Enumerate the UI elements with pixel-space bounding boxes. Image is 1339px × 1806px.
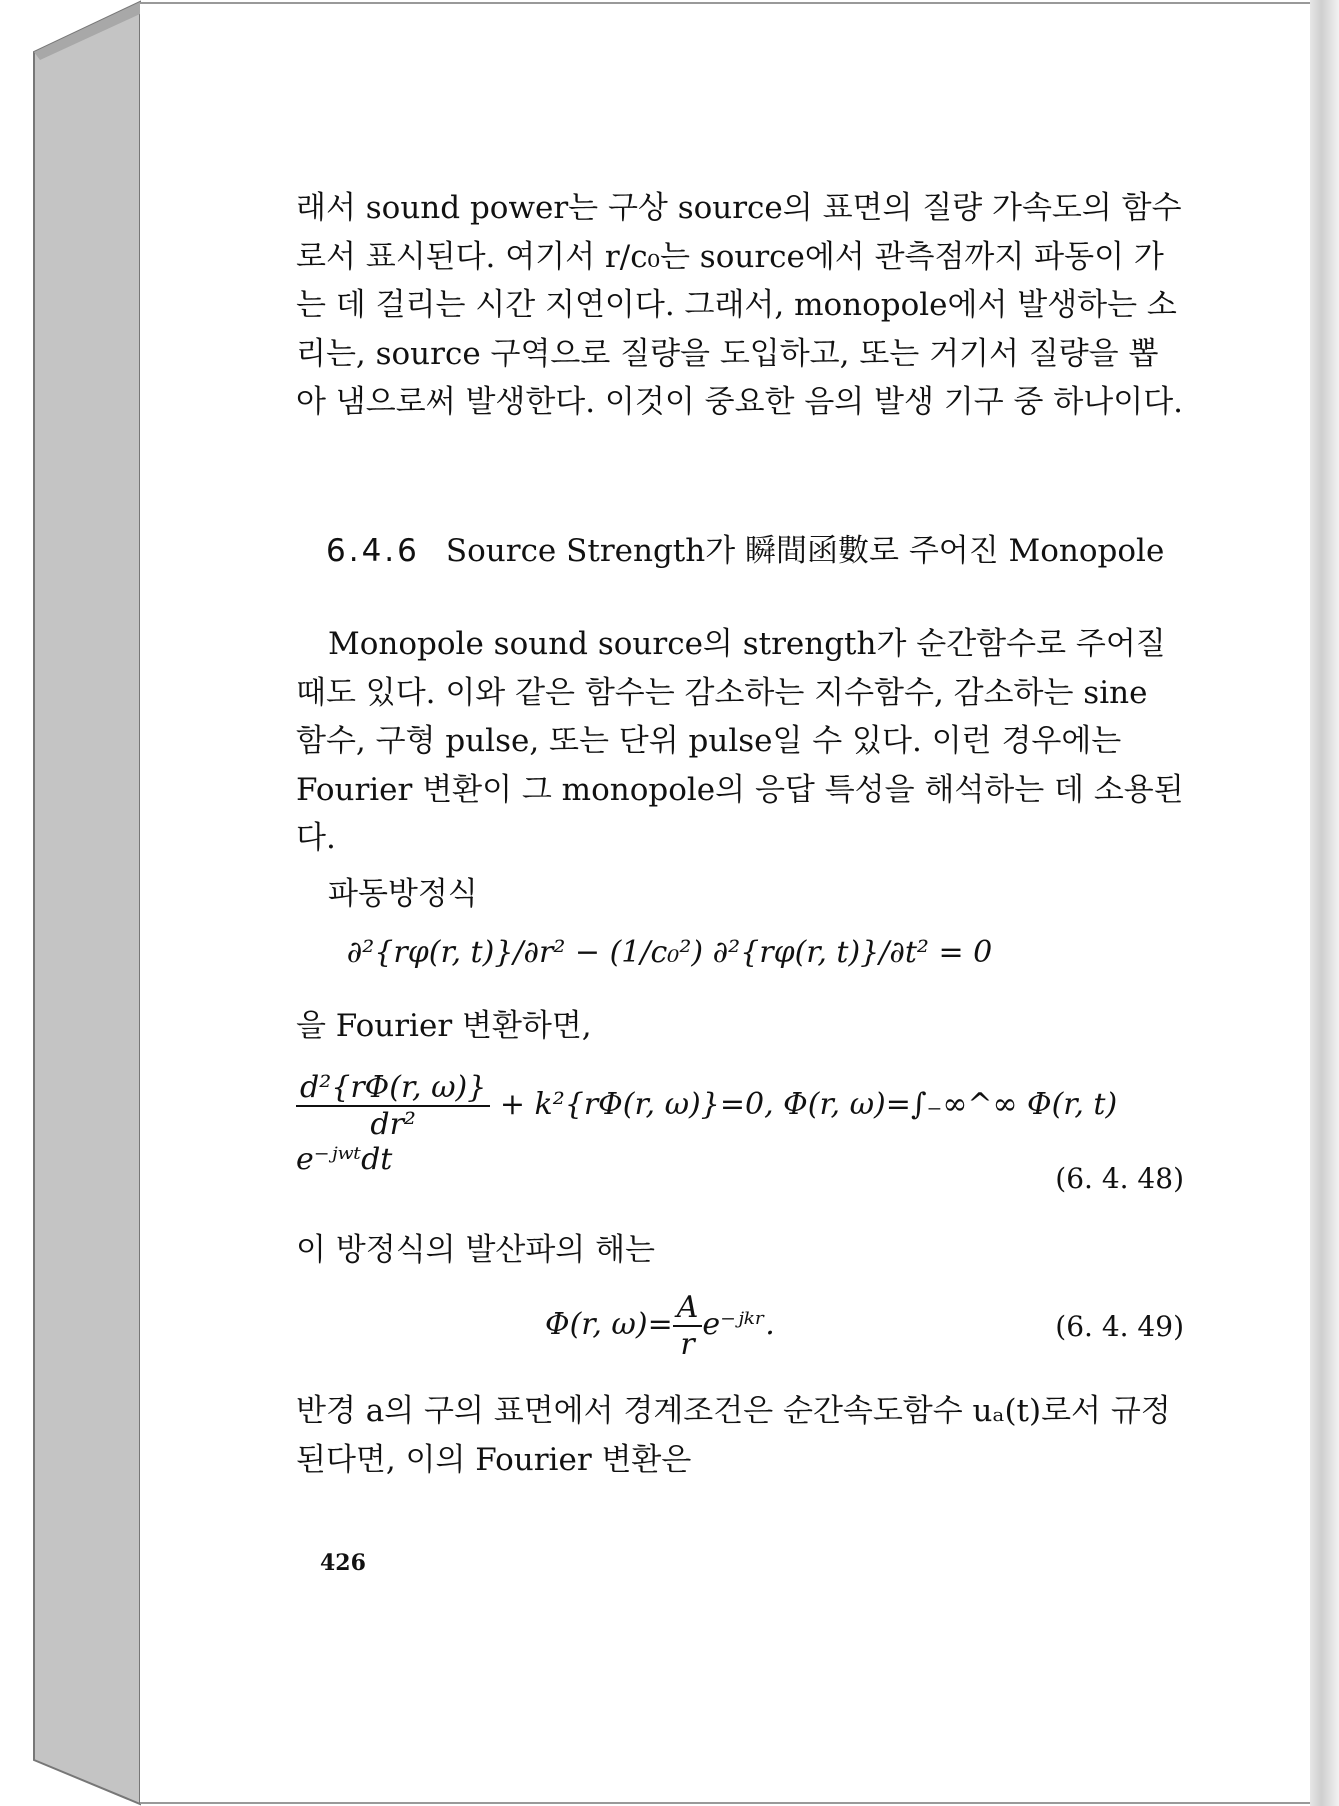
equation-fourier xyxy=(296,1070,1186,1177)
solution-left: Φ(r, ω)= xyxy=(545,1307,673,1342)
equation-number-48: (6. 4. 48) xyxy=(1055,1162,1184,1195)
fraction-denominator: dr² xyxy=(370,1107,416,1142)
page-edge xyxy=(1310,0,1339,1806)
lead-fourier: 을 Fourier 변환하면, xyxy=(296,1008,592,1044)
equation-fraction xyxy=(296,1070,490,1142)
equation-solution xyxy=(545,1290,775,1362)
solution-right: e⁻ʲᵏʳ. xyxy=(702,1307,775,1342)
wave-equation-label: 파동방정식 xyxy=(328,876,478,912)
paragraph-3: 반경 a의 구의 표면에서 경계조건은 순간속도함수 uₐ(t)로서 규정된다면, 이의 Fourier 변환은 xyxy=(296,1393,1171,1478)
solution-fraction xyxy=(673,1290,703,1362)
solution-numerator: A xyxy=(673,1290,703,1327)
equation-number-49: (6. 4. 49) xyxy=(1055,1310,1184,1343)
section-heading xyxy=(326,525,1164,570)
paragraph-2: Monopole sound source의 strength가 순간함수로 주어질 때도 있다. 이와 같은 함수는 감소하는 지수함수, 감소하는 sine 함수, 구형 pulse, 또는 단위 pulse일 수 있다. 이런 경우에는 Fourier 변환이 그 monopole의 응답 특성을 해석하는 데 소용된다. xyxy=(296,626,1184,856)
lead-solution: 이 방정식의 발산파의 해는 xyxy=(296,1232,655,1268)
solution-denominator: r xyxy=(680,1327,695,1362)
paragraph-1: 래서 sound power는 구상 source의 표면의 질량 가속도의 함수로서 표시된다. 여기서 r/c₀는 source에서 관측점까지 파동이 가는 데 걸리는 시간 지연이다. 그래서, monopole에서 발생하는 소리는, source 구역으로 질량을 도입하고, 또는 거기서 질량을 뽑아 냄으로써 발생한다. 이것이 중요한 음의 발생 기구 중 하나이다. xyxy=(296,190,1183,420)
page-number: 426 xyxy=(320,1550,366,1576)
equation-wave: ∂²{rφ(r, t)}/∂r² − (1/c₀²) ∂²{rφ(r, t)}/∂t² = 0 xyxy=(346,935,993,970)
section-number: 6.4.6 xyxy=(326,533,420,569)
equation-remainder: + k²{rΦ(r, ω)}=0, Φ(r, ω)=∫₋∞^∞ Φ(r, t) e⁻ʲʷᵗdt xyxy=(296,1087,1118,1177)
section-title: Source Strength가 瞬間函數로 주어진 Monopole xyxy=(445,533,1165,569)
fraction-numerator: d²{rΦ(r, ω)} xyxy=(296,1070,490,1107)
